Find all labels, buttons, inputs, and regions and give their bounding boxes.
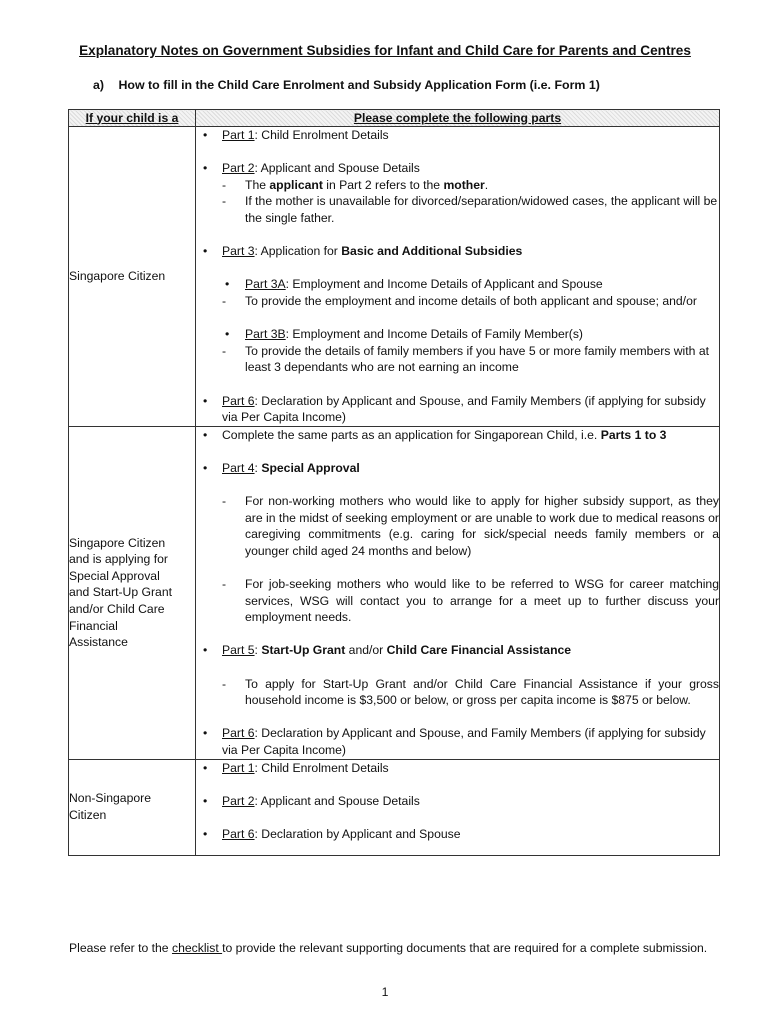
text: Special Approval [69,568,160,583]
text: Assistance [69,635,128,650]
part-link[interactable]: Part 2 [222,793,255,808]
text: and/or [69,601,107,616]
list-item [196,243,719,260]
list-item [196,642,719,659]
part-link[interactable]: Part 3B [245,327,286,342]
part-link[interactable]: Part 6 [222,826,255,841]
text: Complete the same parts as an application for Singaporean Child, i.e. [222,427,601,442]
header-child-type: If your child is a [69,110,196,127]
checklist-link[interactable]: checklist [171,941,223,955]
list-item [196,460,719,477]
bullet-icon: • [203,393,208,408]
text: Child Care Financial Assistance [386,643,572,658]
section-heading [93,77,600,94]
dash-item [222,293,719,310]
page-title: Explanatory Notes on Government Subsidies for Infant and Child Care for Parents and Centres [79,43,691,58]
text: To provide the employment and income details of both applicant and spouse; and/or [245,293,697,308]
bullet-icon: • [203,826,208,841]
part-description: : Application for [254,244,342,259]
list-item [196,393,719,426]
text: and is applying for [69,552,168,567]
text: Parts 1 to 3 [600,427,667,442]
dash-item [222,177,719,194]
text: and/or [345,643,387,658]
header-parts: Please complete the following parts [196,110,720,127]
part-description-bold: Basic and Additional Subsidies [341,244,523,259]
bullet-icon: • [225,277,230,292]
dash-icon: - [222,494,227,509]
bullet-icon: • [203,760,208,775]
part-link[interactable]: Part 2 [222,161,255,176]
part-description: : Declaration by Applicant and Spouse, and Family Members (if applying for subsidy via Per Capita Income) [222,726,706,757]
list-item [196,127,719,144]
table-header-row [69,110,720,127]
dash-icon: - [222,676,227,691]
text: : [254,643,262,658]
section-label: a) [93,78,105,92]
part-link[interactable]: Part 3A [245,277,286,292]
bullet-icon: • [203,427,208,442]
list-item [196,427,719,444]
text: Singapore Citizen [69,535,166,550]
sub-list-item [222,326,719,343]
page-number: 1 [381,985,389,999]
text: To apply for Start-Up Grant and/or Child Care Financial Assistance if your gross household income is $3,500 or below, or gross per capita income is $875 or below. [245,676,719,708]
part-link[interactable]: Part 1 [222,128,255,142]
list-item [196,793,719,810]
text: Please refer to the [69,941,172,955]
part-description: : Declaration by Applicant and Spouse, and Family Members (if applying for subsidy via Per Capita Income) [222,393,706,425]
part-description: : Declaration by Applicant and Spouse [254,826,461,841]
text: Financial [69,618,118,633]
bullet-icon: • [203,244,208,259]
explanatory-notes-table [68,109,720,856]
row-label-non-singapore-citizen [69,759,196,855]
part-link[interactable]: Part 1 [222,760,255,775]
text: mother [443,177,485,192]
section-heading-text: How to fill in the Child Care Enrolment and Subsidy Application Form (i.e. Form 1) [118,78,600,92]
bullet-icon: • [203,460,208,475]
row-label-special-approval [69,426,196,759]
text: applicant [269,177,323,192]
text: The [245,177,270,192]
table-row-singapore-citizen [69,127,720,427]
list-item [196,760,719,777]
text: in Part 2 refers to the [322,177,444,192]
dash-item [222,343,719,376]
row-label-singapore-citizen: Singapore Citizen [69,127,196,427]
row-parts-special-approval [196,426,720,759]
part-link[interactable]: Part 6 [222,393,255,408]
part-description: : Applicant and Spouse Details [254,793,420,808]
text: Child Care [106,601,165,616]
footer-note [69,940,709,957]
text: Non-Singapore [69,791,151,806]
part-link[interactable]: Part 5 [222,643,255,658]
list-item [196,826,719,843]
bullet-icon: • [203,128,208,142]
row-parts-non-singapore-citizen [196,759,720,855]
text: Citizen [69,808,107,823]
text: For job-seeking mothers who would like to be referred to WSG for career matching services, WSG will contact you to arrange for a meet up to further discuss your employment needs. [245,577,719,625]
dash-icon: - [222,343,227,358]
dash-item [222,576,719,626]
part-description: : Employment and Income Details of Applicant and Spouse [285,277,603,292]
list-item [196,160,719,177]
text: : [254,460,262,475]
table-row-special-approval [69,426,720,759]
part-description-bold: Special Approval [261,460,360,475]
text: Start-Up Grant [92,585,172,600]
part-link[interactable]: Part 3 [222,244,255,259]
text: to provide the relevant supporting documents that are required for a complete submission. [222,941,708,955]
bullet-icon: • [203,161,208,176]
bullet-icon: • [203,726,208,741]
text: If the mother is unavailable for divorced/separation/widowed cases, the applicant will be the single father. [245,194,718,225]
dash-icon: - [222,577,227,592]
text: . [484,177,489,192]
row-parts-singapore-citizen [196,127,720,427]
part-description: : Employment and Income Details of Family Member(s) [285,327,583,342]
part-description: : Child Enrolment Details [254,128,389,142]
dash-icon: - [222,177,227,192]
dash-item [222,676,719,709]
bullet-icon: • [225,327,230,342]
list-item [196,725,719,758]
part-link[interactable]: Part 4 [222,460,255,475]
part-description: : Applicant and Spouse Details [254,161,420,176]
text: To provide the details of family members if you have 5 or more family members with at least 3 dependants who are not earning an income [245,343,709,375]
part-link[interactable]: Part 6 [222,726,255,741]
dash-icon: - [222,194,227,209]
dash-icon: - [222,293,227,308]
text: Start-Up Grant [261,643,346,658]
bullet-icon: • [203,643,208,658]
dash-item [222,193,719,226]
sub-list-item [222,276,719,293]
table-row-non-singapore-citizen [69,759,720,855]
dash-item [222,493,719,559]
text: and [69,585,93,600]
text: For non-working mothers who would like to apply for higher subsidy support, as they are in the midst of seeking employment or are unable to work due to medical reasons or caregiving commitments (e.g. caring for sick/special needs family members or a younger child aged 24 months and below) [245,494,719,558]
part-description: : Child Enrolment Details [254,760,389,775]
bullet-icon: • [203,793,208,808]
